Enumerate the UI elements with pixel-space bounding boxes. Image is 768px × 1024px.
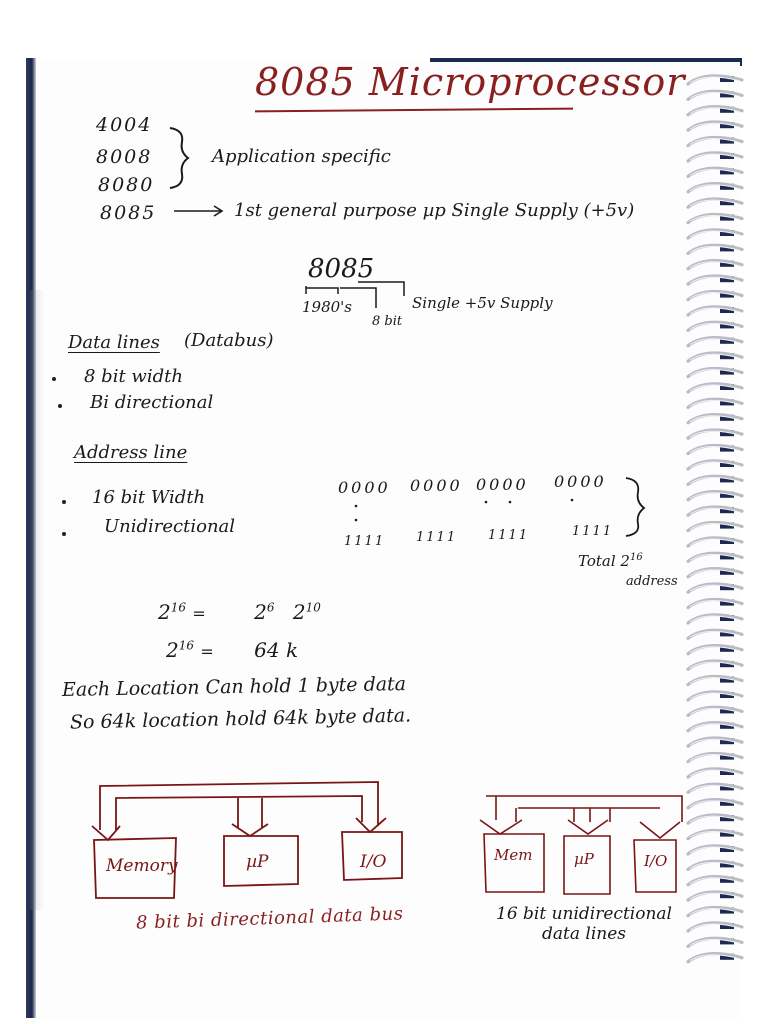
spiral-binding bbox=[684, 70, 746, 970]
bullet bbox=[52, 377, 56, 381]
spiral-coil bbox=[688, 630, 742, 638]
chip-8008: 8008 bbox=[96, 146, 153, 168]
spiral-coil bbox=[688, 399, 742, 407]
address-line-heading: Address line bbox=[74, 442, 188, 463]
spiral-coil bbox=[688, 122, 742, 130]
year-label: 1980's bbox=[302, 298, 352, 316]
part-number: 8085 bbox=[308, 254, 375, 284]
math-exp: 16 bbox=[170, 600, 187, 615]
spiral-coil bbox=[688, 800, 742, 808]
total-address-note bbox=[578, 552, 643, 570]
diagram-right-up-label: µP bbox=[574, 850, 594, 868]
math-factor-1-exp: 6 bbox=[266, 600, 275, 615]
total-prefix: Total 2 bbox=[578, 552, 630, 570]
spiral-coil bbox=[688, 769, 742, 777]
zeros-group-2: 0000 bbox=[410, 476, 463, 495]
ones-group-4: 1111 bbox=[572, 524, 614, 539]
diagram-left-caption: 8 bit bi directional data bus bbox=[135, 903, 404, 934]
spiral-coil bbox=[688, 153, 742, 161]
spiral-coil bbox=[688, 538, 742, 546]
spiral-coil bbox=[688, 168, 742, 176]
supply-label: Single +5v Supply bbox=[412, 294, 553, 312]
spiral-coil bbox=[688, 846, 742, 854]
spiral-coil bbox=[688, 430, 742, 438]
zeros-group-3: 0000 bbox=[476, 475, 529, 494]
diagram-left-io-label: I/O bbox=[360, 852, 387, 872]
capacity-line-1: Each Location Can hold 1 byte data bbox=[61, 672, 407, 702]
ones-group-1: 1111 bbox=[344, 534, 386, 549]
page-title: 8085 Microprocessor bbox=[255, 60, 686, 104]
spiral-coil bbox=[688, 954, 742, 962]
spiral-coil bbox=[688, 676, 742, 684]
spiral-coil bbox=[688, 569, 742, 577]
data-width-point: 8 bit width bbox=[84, 366, 183, 387]
chip-8080: 8080 bbox=[98, 174, 155, 196]
spiral-coil bbox=[688, 646, 742, 654]
spiral-coil bbox=[688, 276, 742, 284]
math-result: 64 k bbox=[254, 638, 299, 662]
spiral-coil bbox=[688, 661, 742, 669]
spiral-coil bbox=[688, 522, 742, 530]
spiral-coil bbox=[688, 615, 742, 623]
spiral-coil bbox=[688, 368, 742, 376]
spiral-coil bbox=[688, 738, 742, 746]
spiral-coil bbox=[688, 184, 742, 192]
spiral-coil bbox=[688, 877, 742, 885]
application-specific-note: Application specific bbox=[212, 146, 391, 167]
address-width-point: 16 bit Width bbox=[92, 487, 206, 508]
spiral-coil bbox=[688, 76, 742, 84]
chip-4004: 4004 bbox=[96, 114, 153, 136]
spiral-coil bbox=[688, 692, 742, 700]
diagram-right-caption-line-2: data lines bbox=[542, 924, 626, 944]
spiral-coil bbox=[688, 584, 742, 592]
spiral-coil bbox=[688, 907, 742, 915]
math-equals: = bbox=[200, 642, 214, 661]
spiral-coil bbox=[688, 307, 742, 315]
spiral-coil bbox=[688, 599, 742, 607]
math-base: 2 bbox=[158, 600, 171, 624]
total-address-suffix: address bbox=[626, 574, 678, 589]
spiral-coil bbox=[688, 861, 742, 869]
spiral-coil bbox=[688, 492, 742, 500]
spiral-coil bbox=[688, 214, 742, 222]
bullet bbox=[62, 532, 66, 536]
capacity-line-2: So 64k location hold 64k byte data. bbox=[69, 704, 412, 734]
diagram-right-caption-line-1: 16 bit unidirectional bbox=[496, 904, 672, 924]
spiral-coil bbox=[688, 723, 742, 731]
spiral-coil bbox=[688, 338, 742, 346]
bits-label: 8 bit bbox=[372, 314, 403, 329]
data-direction-point: Bi directional bbox=[90, 392, 214, 413]
math-line-1 bbox=[158, 600, 321, 624]
spiral-coil bbox=[688, 445, 742, 453]
zeros-group-1: 0000 bbox=[338, 478, 391, 497]
spiral-coil bbox=[688, 753, 742, 761]
total-exponent: 16 bbox=[629, 552, 643, 563]
bullet bbox=[58, 404, 62, 408]
diagram-right-io-label: I/O bbox=[644, 852, 668, 870]
math-factor-2-exp: 10 bbox=[305, 600, 321, 615]
spiral-coil bbox=[688, 137, 742, 145]
ones-group-2: 1111 bbox=[416, 530, 458, 545]
spiral-coil bbox=[688, 892, 742, 900]
chip-8085: 8085 bbox=[100, 202, 157, 224]
data-lines-heading: Data lines bbox=[68, 332, 160, 353]
databus-paren: (Databus) bbox=[184, 330, 274, 351]
math-factor-1: 2 bbox=[254, 600, 267, 624]
zeros-group-4: 0000 bbox=[554, 472, 607, 491]
spiral-coil bbox=[688, 507, 742, 515]
diagram-left-up-label: µP bbox=[246, 852, 269, 872]
math-line-2 bbox=[166, 638, 298, 662]
spiral-coil bbox=[688, 784, 742, 792]
math-exp: 16 bbox=[178, 638, 195, 653]
math-base: 2 bbox=[166, 638, 179, 662]
diagram-left-memory-label: Memory bbox=[106, 856, 178, 876]
spiral-coil bbox=[688, 245, 742, 253]
spiral-coil bbox=[688, 476, 742, 484]
spiral-coil bbox=[688, 322, 742, 330]
spiral-coil bbox=[688, 230, 742, 238]
general-purpose-note: 1st general purpose µp Single Supply (+5v) bbox=[234, 200, 635, 221]
spiral-coil bbox=[688, 91, 742, 99]
spiral-coil bbox=[688, 107, 742, 115]
spiral-coil bbox=[688, 938, 742, 946]
address-direction-point: Unidirectional bbox=[104, 516, 236, 537]
spiral-coil bbox=[688, 353, 742, 361]
spiral-coil bbox=[688, 384, 742, 392]
spiral-coil bbox=[688, 923, 742, 931]
spiral-coil bbox=[688, 815, 742, 823]
diagram-right-mem-label: Mem bbox=[494, 846, 533, 864]
spiral-coil bbox=[688, 291, 742, 299]
spiral-coil bbox=[688, 461, 742, 469]
spiral-coil bbox=[688, 415, 742, 423]
math-equals: = bbox=[192, 604, 206, 623]
spiral-coil bbox=[688, 261, 742, 269]
page-shadow bbox=[30, 290, 44, 910]
spiral-coil bbox=[688, 199, 742, 207]
ones-group-3: 1111 bbox=[488, 528, 530, 543]
spiral-coil bbox=[688, 707, 742, 715]
spiral-coil bbox=[688, 553, 742, 561]
bullet bbox=[62, 500, 66, 504]
spiral-coil bbox=[688, 830, 742, 838]
math-factor-2: 2 bbox=[292, 600, 306, 624]
diagram-right-caption bbox=[494, 904, 674, 944]
